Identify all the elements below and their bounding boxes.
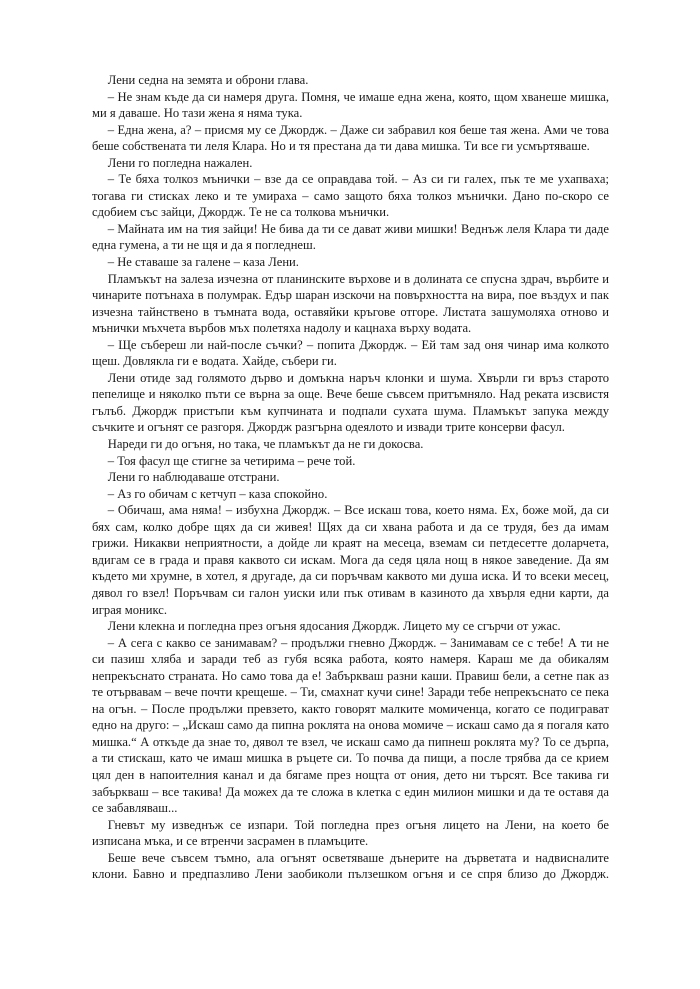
paragraph-looked-sad: Лени го погледна нажален. [107,155,253,170]
paragraph-george-rant: – А сега с какво се занимавам? – продължи гневно Джордж. – Занимавам се с тебе! А ти не си пазиш хляба и заради теб аз губя всяка работа, която намеря. Караш ме да обикалям непрекъснато страната. Но само това да е! Забъркваш разни каши. Правиш бели, а сетне пак аз те отървавам – вече почти крещеше. – Ти, смахнат кучи сине! Заради тебе непрекъснато се пека на огън. – После продължи превзето, както говорят малките момиченца, когато се подиграват едно на друго: – „Искаш само да пипна роклята на онова момиче – искаш само да я погаля като мишка.“ А откъде да знае то, дявол те взел, че искаш само да пипнеш роклята му? То се дърпа, а ти стискаш, като че имаш мишка в ръцете си. То почва да пищи, а после трябва да се крием цял ден в напоителния канал и да бягаме през нощта от ония, дето ни търсят. Все такива ги забъркваш – все такива! Да можех да те сложа в клетка с един милион мишки и да те оставя да се забавляваш... [92,635,609,816]
paragraph-lennie-brings-wood: Лени отиде зад голямото дърво и домъкна наръч клонки и шума. Хвърли ги връз старото пепелище и няколко пъти се върна за още. Вече беше съвсем притъмняло. Над реката изсвистя гълъб. Джордж пристъпи към купчината и подпали сухата шума. Пламъкът запука между съчките и огънят се разгоря. Джордж разгърна одеялото и извади трите консерви фасул. [92,370,609,435]
document-page [92,72,609,883]
paragraph-not-for-petting: – Не ставаше за галене – каза Лени. [107,255,299,270]
paragraph-one-woman: – Една жена, а? – присмя му се Джордж. – Даже си забравил коя беше тая жена. Ами че това беше собствената ти леля Клара. Но и тя престана да ти дава мишка. Ти все ги усмъртяваше. [92,122,609,154]
paragraph-damn-rabbits: – Майната им на тия зайци! Не бива да ти се дават живи мишки! Веднъж леля Клара ти даде една гумена, а ти не щя и да я погледнеш. [92,221,609,253]
paragraph-so-little: – Те бяха толкоз мънички – взе да се оправдава той. – Аз си ги галех, пък те ме ухапваха; тогава ги стисках леко и те умираха – само защото бяха толкоз мънички. Дано по-скоро се сдобием със зайци, Джордж. Те не са толкова мънички. [92,172,609,220]
paragraph-lennie-watched: Лени го наблюдаваше отстрани. [107,470,280,485]
paragraph-george-explodes: – Обичаш, ама няма! – избухна Джордж. – Все искаш това, което няма. Ех, боже мой, да си бях сам, колко добре щях да си живея! Щях да си хвана работа и да се трудя, без да имам грижи. Никакви неприятности, а дойде ли краят на месеца, вземам си петдесетте доларчета, вдигам се в града и правя каквото си искам. Мога да седя цяла нощ в някое заведение. Да ям където ми хрумне, в хотел, я другаде, да си поръчвам каквото ми душа иска. И то всеки месец, дявол го взел! Поръчвам си галон уиски или пък отивам в казиното да хвърля едни карти, да играя моникс. [92,503,609,617]
paragraph-lennie-kneels: Лени клекна и погледна през огъня ядосания Джордж. Лицето му се сгърчи от ужас. [107,619,561,634]
paragraph-anger-gone: Гневът му изведнъж се изпари. Той погледна през огъня лицето на Лени, на което бе изписана мъка, и се втренчи засрамен в пламъците. [92,817,609,849]
paragraph-beans-for-four: – Тоя фасул ще стигне за четирима – рече той. [107,453,356,468]
paragraph-gather-wood: – Ще събереш ли най-после съчки? – попита Джордж. – Ей там зад оня чинар има колкото щеш. Довлякла ги е водата. Хайде, събери ги. [92,337,609,369]
paragraph-lennie-sits: Лени седна на земята и оброни глава. [107,73,309,87]
paragraph-sunset: Пламъкът на залеза изчезна от планинските върхове и в долината се спусна здрач, върбите и чинарите потънаха в полумрак. Едър шаран изскочи на повърхността на вира, пое въздух и пак изчезна тайнствено в тъмната вода, оставяйки кръгове отгоре. Листата зашумоляха отново и мънички мъхчета върбов мъх полетяха надолу и кацнаха върху водата. [92,271,609,336]
paragraph-arranged-cans: Нареди ги до огъня, но така, че пламъкът да не ги докосва. [107,437,424,452]
paragraph-dark: Беше вече съвсем тъмно, ала огънят осветяваше дънерите на дърветата и надвисналите клони. Бавно и предпазливо Лени заобиколи пълзешком огъня и се спря близо до Джордж. [92,850,609,882]
paragraph-ketchup: – Аз го обичам с кетчуп – каза спокойно. [107,486,328,501]
paragraph-dont-know: – Не знам къде да си намеря друга. Помня, че имаше една жена, която, щом хванеше мишка, ми я даваше. Но тази жена я няма тука. [92,89,609,121]
